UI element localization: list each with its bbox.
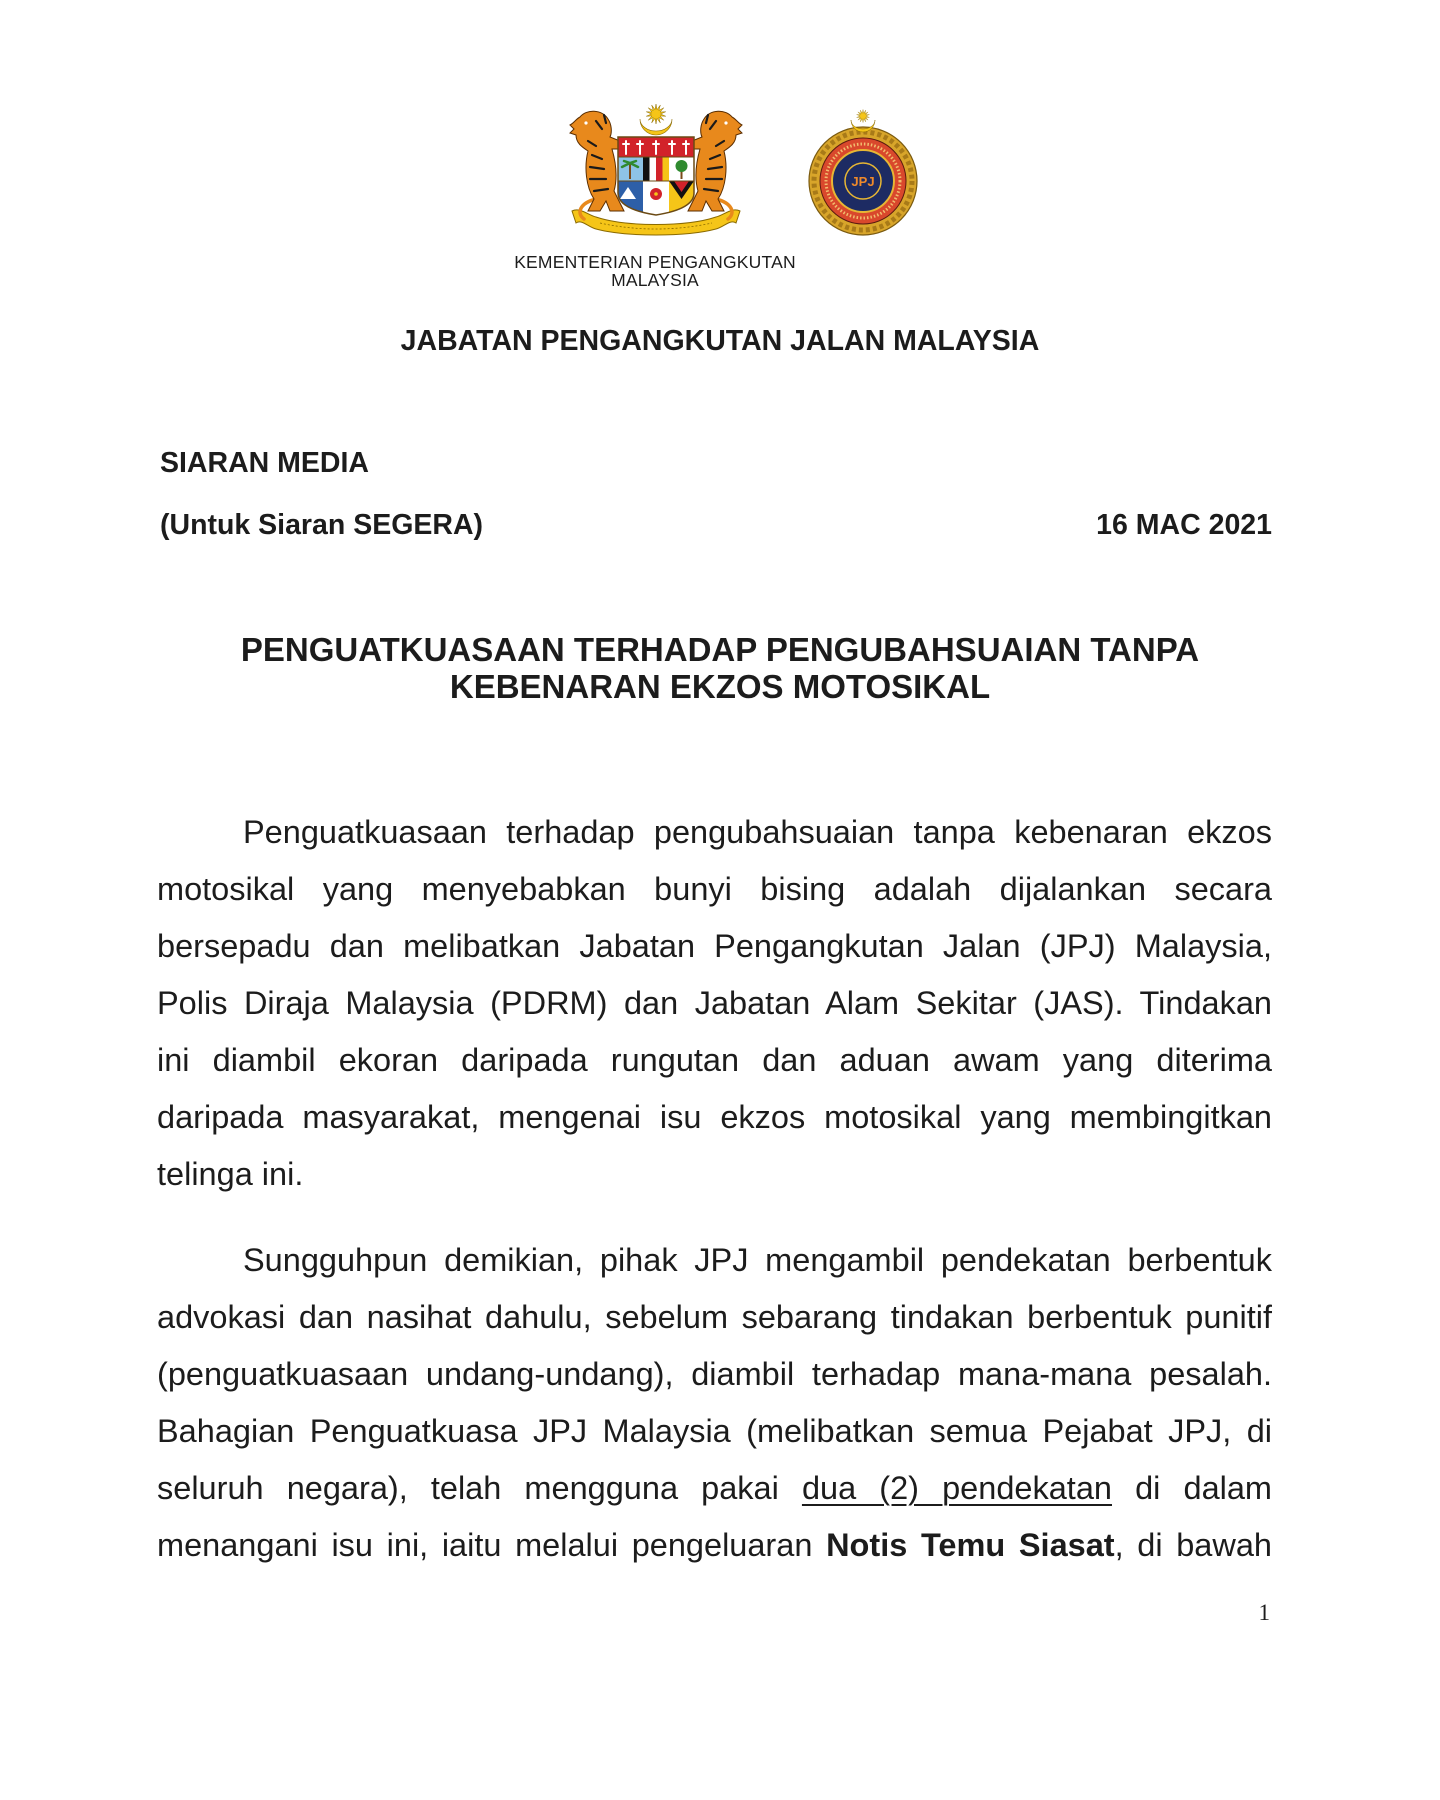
underlined-text: dua (2) pendekatan <box>801 1470 1112 1506</box>
line-text: , di bawah <box>1114 1527 1272 1563</box>
star-icon <box>646 104 666 124</box>
body-paragraph-1 <box>157 804 1272 1203</box>
jpj-emblem-text: JPJ <box>851 174 875 189</box>
paragraph-line <box>157 1460 1272 1517</box>
line-text: seluruh negara), telah mengguna pakai <box>157 1470 802 1506</box>
body-paragraph-2 <box>157 1232 1272 1574</box>
paragraph-line: Bahagian Penguatkuasa JPJ Malaysia (melibatkan semua Pejabat JPJ, di <box>157 1413 1272 1449</box>
ministry-name-line1: KEMENTERIAN PENGANGKUTAN <box>514 252 796 272</box>
left-tiger-icon <box>570 111 624 219</box>
ministry-name-line2: MALAYSIA <box>611 270 699 290</box>
paragraph-line: advokasi dan nasihat dahulu, sebelum sebarang tindakan berbentuk punitif <box>157 1299 1272 1335</box>
page-number: 1 <box>1258 1600 1270 1625</box>
release-urgency: (Untuk Siaran SEGERA) <box>160 509 484 541</box>
release-label: SIARAN MEDIA <box>160 447 370 479</box>
paragraph-line: motosikal yang menyebabkan bunyi bising adalah dijalankan secara <box>157 871 1272 907</box>
paragraph-line: (penguatkuasaan undang-undang), diambil terhadap mana-mana pesalah. <box>157 1356 1272 1392</box>
release-date: 16 MAC 2021 <box>1096 509 1272 541</box>
paragraph-line: bersepadu dan melibatkan Jabatan Pengangkutan Jalan (JPJ) Malaysia, <box>157 928 1272 964</box>
paragraph-line: telinga ini. <box>157 1156 304 1192</box>
paragraph-line: Sungguhpun demikian, pihak JPJ mengambil pendekatan berbentuk <box>243 1242 1272 1278</box>
paragraph-line: ini diambil ekoran daripada rungutan dan aduan awam yang diterima <box>157 1042 1272 1078</box>
right-tiger-icon <box>688 111 742 219</box>
paragraph-line <box>157 1517 1272 1574</box>
jpj-emblem-icon <box>801 106 925 236</box>
jpj-star-icon <box>857 110 870 123</box>
document-title-line2: KEBENARAN EKZOS MOTOSIKAL <box>449 668 991 705</box>
paragraph-line: daripada masyarakat, mengenai isu ekzos motosikal yang membingitkan <box>157 1099 1272 1135</box>
coat-of-arms-shield-icon <box>618 137 694 217</box>
department-name: JABATAN PENGANGKUTAN JALAN MALAYSIA <box>400 325 1040 357</box>
paragraph-line: Polis Diraja Malaysia (PDRM) dan Jabatan Alam Sekitar (JAS). Tindakan <box>157 985 1272 1021</box>
bold-text: Notis Temu Siasat <box>826 1527 1115 1563</box>
paragraph-line: Penguatkuasaan terhadap pengubahsuaian tanpa kebenaran ekzos <box>243 814 1272 850</box>
malaysia-coat-of-arms-icon <box>566 103 746 237</box>
line-text: menangani isu ini, iaitu melalui pengeluaran <box>157 1527 827 1563</box>
document-title-line1: PENGUATKUASAAN TERHADAP PENGUBAHSUAIAN TANPA <box>240 631 1200 668</box>
line-text: di dalam <box>1111 1470 1272 1506</box>
